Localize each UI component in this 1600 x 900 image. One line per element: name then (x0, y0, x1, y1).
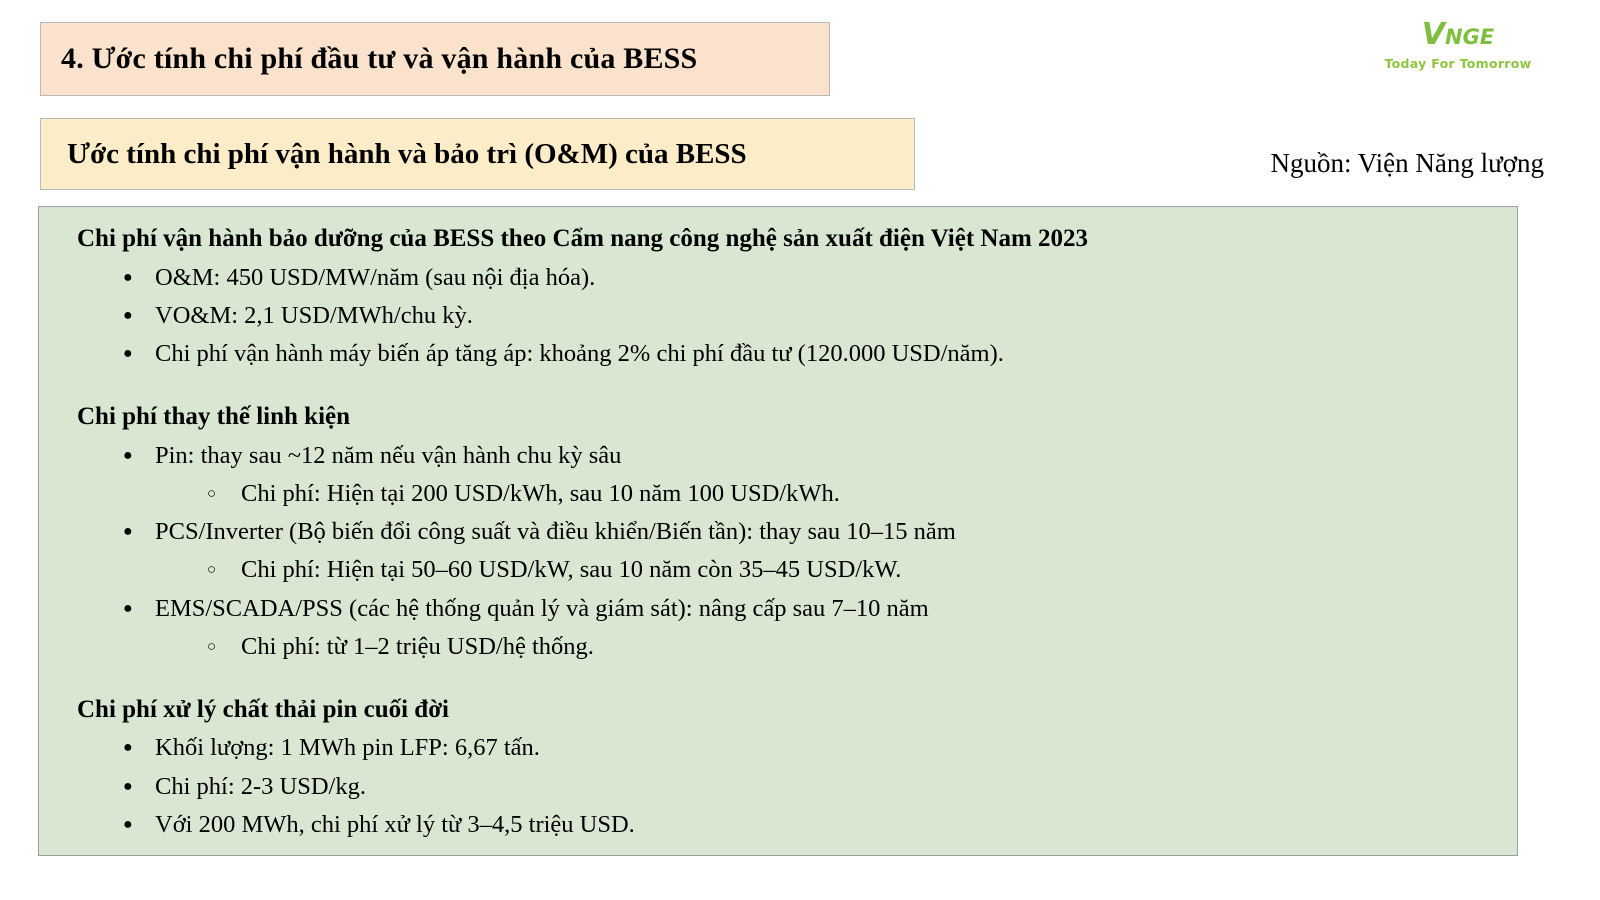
sub-bullet-icon: ○ (207, 485, 217, 502)
list-item-text: Chi phí vận hành máy biến áp tăng áp: khoảng 2% chi phí đầu tư (120.000 USD/năm). (155, 339, 1004, 367)
list-item-text: Pin: thay sau ~12 năm nếu vận hành chu kỳ sâu (155, 441, 622, 469)
list-item-text: PCS/Inverter (Bộ biến đổi công suất và điều khiển/Biến tần): thay sau 10–15 năm (155, 518, 956, 546)
list-item (123, 806, 1495, 844)
list-item (123, 729, 1495, 767)
bullet-icon: ● (123, 306, 133, 324)
bullet-icon: ● (123, 268, 133, 286)
sub-bullet-icon: ○ (207, 638, 217, 655)
sub-list-item (207, 475, 1495, 513)
section-spacer (61, 666, 1495, 692)
sub-list (155, 628, 1495, 666)
list-item (123, 335, 1495, 373)
slide-subtitle-text: Ước tính chi phí vận hành và bảo trì (O&M) của BESS (67, 137, 747, 170)
section-spacer (61, 373, 1495, 399)
sub-list-item-text: Chi phí: từ 1–2 triệu USD/hệ thống. (241, 632, 594, 660)
list-item (123, 768, 1495, 806)
logo-wordmark (1368, 17, 1548, 52)
list-item (123, 513, 1495, 589)
sub-list (155, 551, 1495, 589)
list-item-text: Với 200 MWh, chi phí xử lý từ 3–4,5 triệu USD. (155, 810, 635, 838)
bullet-icon: ● (123, 599, 133, 617)
bullet-icon: ● (123, 344, 133, 362)
sub-list (155, 475, 1495, 513)
section-heading: Chi phí xử lý chất thải pin cuối đời (77, 695, 449, 723)
section-heading: Chi phí vận hành bảo dưỡng của BESS theo Cẩm nang công nghệ sản xuất điện Việt Nam 2023 (77, 225, 1089, 252)
bullet-icon: ● (123, 777, 133, 795)
sub-list-item-text: Chi phí: Hiện tại 200 USD/kWh, sau 10 năm 100 USD/kWh. (241, 479, 840, 507)
section-heading: Chi phí thay thế linh kiện (77, 403, 351, 431)
bullet-icon: ● (123, 815, 133, 833)
company-logo (1368, 17, 1548, 71)
slide-title (40, 22, 830, 96)
source-note: Nguồn: Viện Năng lượng (1270, 148, 1544, 178)
slide-subtitle (40, 118, 915, 190)
list-item-text: O&M: 450 USD/MW/năm (sau nội địa hóa). (155, 263, 596, 291)
logo-nge-letters: NGE (1445, 25, 1495, 49)
logo-tagline: Today For Tomorrow (1384, 56, 1532, 71)
section-list (61, 437, 1495, 666)
bullet-icon: ● (123, 446, 133, 464)
logo-v-letter: V (1421, 17, 1446, 52)
list-item (123, 590, 1495, 666)
bullet-icon: ● (123, 523, 133, 541)
slide-title-text: 4. Ước tính chi phí đầu tư và vận hành của BESS (61, 42, 698, 75)
sub-list-item (207, 551, 1495, 589)
list-item (123, 259, 1495, 297)
sub-list-item-text: Chi phí: Hiện tại 50–60 USD/kW, sau 10 năm còn 35–45 USD/kW. (241, 556, 902, 584)
sub-list-item (207, 628, 1495, 666)
bullet-icon: ● (123, 739, 133, 757)
list-item (123, 297, 1495, 335)
section-list (61, 259, 1495, 374)
content-card (38, 206, 1518, 856)
list-item-text: VO&M: 2,1 USD/MWh/chu kỳ. (155, 301, 473, 329)
list-item-text: Chi phí: 2-3 USD/kg. (155, 772, 366, 800)
list-item (123, 437, 1495, 513)
section-list (61, 729, 1495, 844)
list-item-text: Khối lượng: 1 MWh pin LFP: 6,67 tấn. (155, 734, 540, 762)
sub-bullet-icon: ○ (207, 562, 217, 579)
list-item-text: EMS/SCADA/PSS (các hệ thống quản lý và giám sát): nâng cấp sau 7–10 năm (155, 594, 929, 622)
